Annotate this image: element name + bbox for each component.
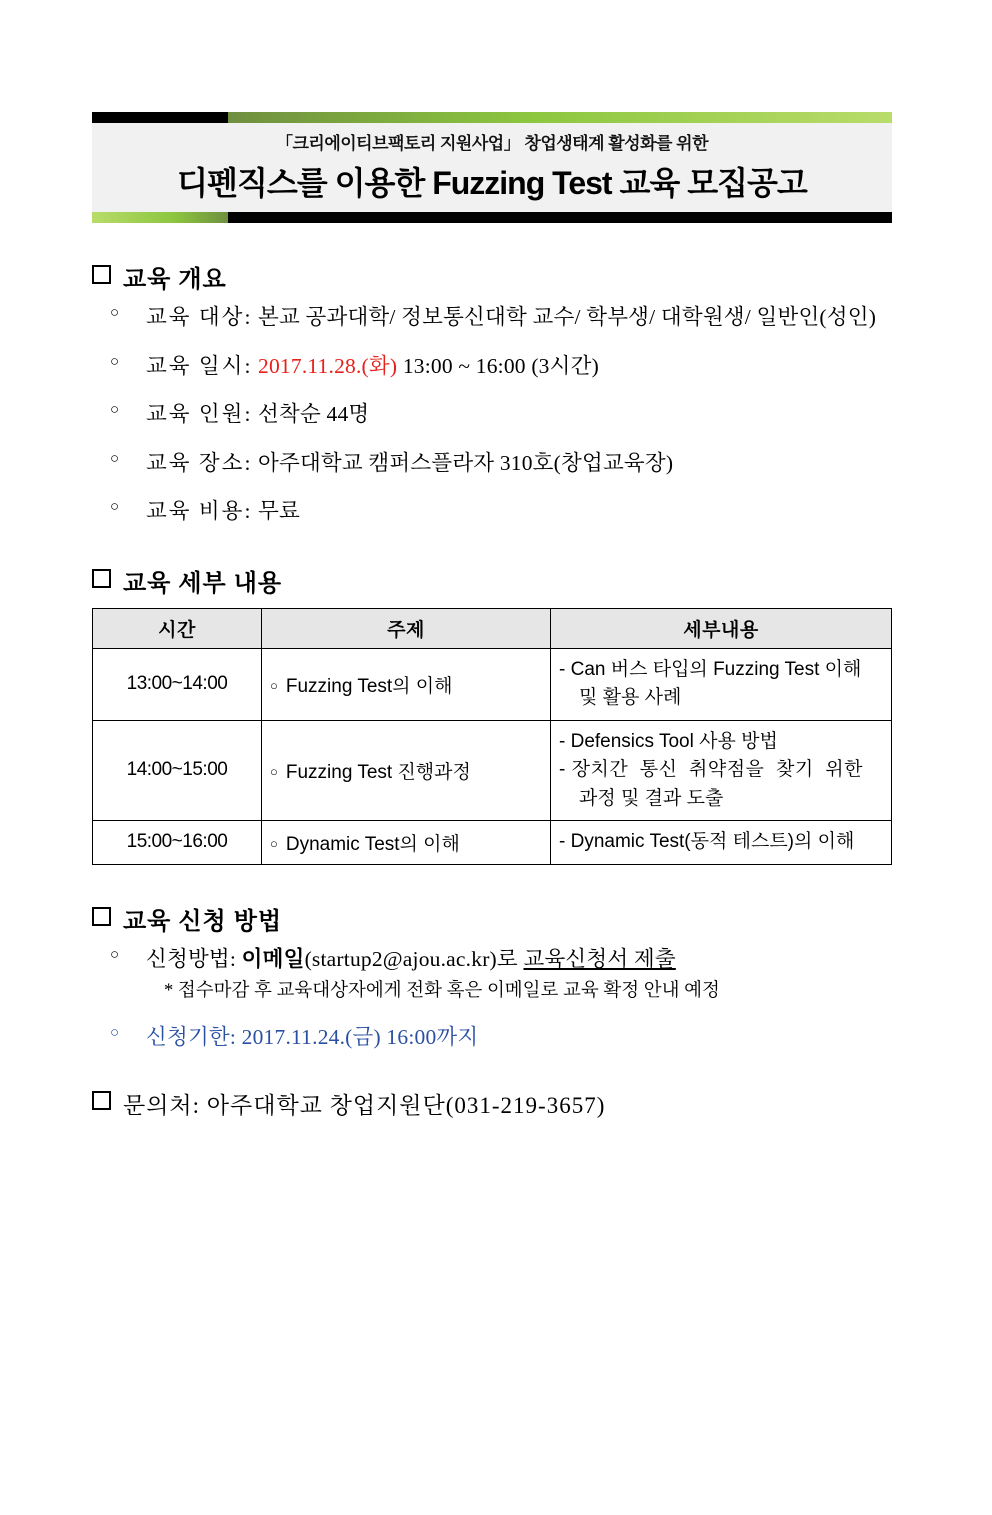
header-banner xyxy=(92,112,892,223)
checkbox-square-icon xyxy=(92,907,111,926)
contact-label: 문의처: xyxy=(123,1092,201,1118)
list-item xyxy=(110,302,900,333)
cell-topic: ○ Dynamic Test의 이해 xyxy=(262,821,551,865)
overview-value-date-highlight: 2017.11.28.(화) xyxy=(258,353,398,378)
cell-detail xyxy=(551,648,892,720)
detail-line: 과정 및 결과 도출 xyxy=(579,787,724,809)
table-header-row xyxy=(93,608,892,648)
cell-time: 13:00~14:00 xyxy=(93,648,262,720)
detail-line: 및 활용 사례 xyxy=(579,687,682,709)
banner-subtitle: 「크리에이티브팩토리 지원사업」 창업생태계 활성화를 위한 xyxy=(275,134,709,153)
banner-title: 디펜직스를 이용한 Fuzzing Test 교육 모집공고 xyxy=(177,165,807,201)
table-row xyxy=(93,648,892,720)
list-item xyxy=(110,944,900,1005)
contact-value: 아주대학교 창업지원단(031-219-3657) xyxy=(206,1092,606,1118)
table-row xyxy=(93,720,892,821)
overview-label-fee: 교육 비용: xyxy=(146,499,253,524)
overview-label-place: 교육 장소: xyxy=(146,450,253,475)
cell-detail xyxy=(551,720,892,821)
section-heading-apply xyxy=(92,901,900,936)
banner-bottom-rule xyxy=(92,212,892,223)
apply-list xyxy=(92,944,900,1053)
overview-value-target: 본교 공과대학/ 정보통신대학 교수/ 학부생/ 대학원생/ 일반인(성인) xyxy=(258,305,877,329)
apply-method-channel: 이메일 xyxy=(241,946,305,971)
banner-bottom-gradient-segment xyxy=(92,212,228,223)
cell-topic: ○ Fuzzing Test 진행과정 xyxy=(262,720,551,821)
apply-deadline-value: 2017.11.24.(금) 16:00까지 xyxy=(241,1025,479,1050)
detail-line: - Dynamic Test(동적 테스트)의 이해 xyxy=(559,831,855,853)
overview-list xyxy=(92,302,900,527)
overview-value-capacity: 선착순 44명 xyxy=(258,402,370,427)
list-item xyxy=(110,496,900,527)
detail-line: - 장치간 통신 취약점을 찾기 위한 xyxy=(559,759,863,781)
overview-value-fee: 무료 xyxy=(258,499,300,524)
banner-bottom-dark-segment xyxy=(228,212,892,223)
banner-top-rule xyxy=(92,112,892,123)
cell-detail xyxy=(551,821,892,865)
overview-label-capacity: 교육 인원: xyxy=(146,402,253,427)
cell-time: 14:00~15:00 xyxy=(93,720,262,821)
list-item xyxy=(110,351,900,382)
overview-label-date: 교육 일시: xyxy=(146,353,253,378)
table-header-topic: 주제 xyxy=(262,608,551,648)
schedule-table xyxy=(92,608,892,865)
checkbox-square-icon xyxy=(92,569,111,588)
section-heading-details-label: 교육 세부 내용 xyxy=(123,570,283,597)
contact-line xyxy=(92,1087,900,1120)
apply-method-email: (startup2@ajou.ac.kr)로 xyxy=(304,946,518,971)
table-row xyxy=(93,821,892,865)
apply-method-form: 교육신청서 제출 xyxy=(523,946,676,971)
list-item xyxy=(110,1022,900,1053)
section-heading-apply-label: 교육 신청 방법 xyxy=(123,908,283,935)
banner-body xyxy=(92,123,892,212)
banner-top-gradient-segment xyxy=(228,112,892,123)
overview-label-target: 교육 대상: xyxy=(146,305,253,329)
checkbox-square-icon xyxy=(92,265,111,284)
apply-deadline-label: 신청기한: xyxy=(146,1025,237,1050)
cell-time: 15:00~16:00 xyxy=(93,821,262,865)
table-header-detail: 세부내용 xyxy=(551,608,892,648)
section-heading-overview-label: 교육 개요 xyxy=(123,267,227,293)
detail-line: - Defensics Tool 사용 방법 xyxy=(559,730,778,752)
section-heading-details xyxy=(92,563,900,598)
checkbox-square-icon xyxy=(92,1091,111,1110)
document-page xyxy=(0,112,992,1515)
section-heading-overview xyxy=(92,259,900,294)
cell-topic: ○ Fuzzing Test의 이해 xyxy=(262,648,551,720)
detail-line: - Can 버스 타입의 Fuzzing Test 이해 xyxy=(559,658,862,680)
overview-value-place: 아주대학교 캠퍼스플라자 310호(창업교육장) xyxy=(258,450,674,475)
overview-value-date-time: 13:00 ~ 16:00 (3시간) xyxy=(402,353,599,378)
apply-note: * 접수마감 후 교육대상자에게 전화 혹은 이메일로 교육 확정 안내 예정 xyxy=(164,981,720,1002)
list-item xyxy=(110,448,900,479)
table-header-time: 시간 xyxy=(93,608,262,648)
banner-top-dark-segment xyxy=(92,112,228,123)
list-item xyxy=(110,399,900,430)
apply-method-label: 신청방법: xyxy=(146,946,237,971)
